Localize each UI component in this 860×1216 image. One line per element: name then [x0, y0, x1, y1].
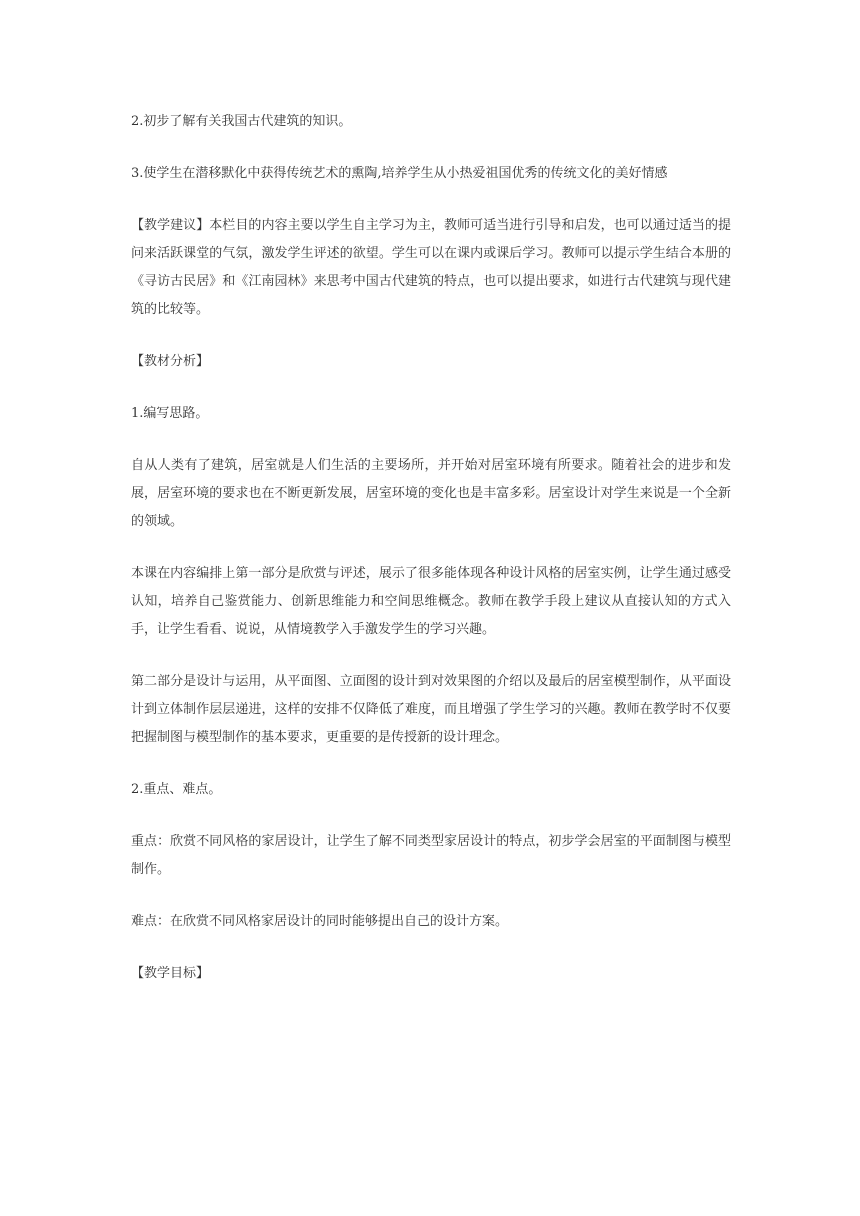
- key-point-paragraph: 重点：欣赏不同风格的家居设计，让学生了解不同类型家居设计的特点，初步学会居室的平面制图与模型制作。: [131, 834, 731, 877]
- part-one-paragraph: 本课在内容编排上第一部分是欣赏与评述，展示了很多能体现各种设计风格的居室实例，让学生通过感受认知，培养自己鉴赏能力、创新思维能力和空间思维概念。教师在教学手段上建议从直接认知的方式入手，让学生看看、说说，从情境教学入手激发学生的学习兴趣。: [131, 566, 731, 637]
- document-body: [131, 108, 731, 1012]
- part-two-paragraph: 第二部分是设计与运用，从平面图、立面图的设计到对效果图的介绍以及最后的居室模型制作，从平面设计到立体制作层层递进，这样的安排不仅降低了难度，而且增强了学生学习的兴趣。教师在教学时不仅要把握制图与模型制作的基本要求，更重要的是传授新的设计理念。: [131, 674, 731, 745]
- difficult-point-paragraph: 难点：在欣赏不同风格家居设计的同时能够提出自己的设计方案。: [131, 914, 509, 929]
- teaching-suggestion-paragraph: 【教学建议】本栏目的内容主要以学生自主学习为主，教师可适当进行引导和启发，也可以通过适当的提问来活跃课堂的气氛，激发学生评述的欲望。学生可以在课内或课后学习。教师可以提示学生结合本册的《寻访古民居》和《江南园林》来思考中国古代建筑的特点，也可以提出要求，如进行古代建筑与现代建筑的比较等。: [131, 218, 731, 317]
- key-difficult-points-heading: 2.重点、难点。: [131, 782, 222, 797]
- objective-2-paragraph: 2.初步了解有关我国古代建筑的知识。: [131, 114, 352, 129]
- textbook-analysis-heading: 【教材分析】: [131, 354, 210, 369]
- writing-approach-heading: 1.编写思路。: [131, 406, 209, 421]
- introduction-paragraph: 自从人类有了建筑，居室就是人们生活的主要场所，并开始对居室环境有所要求。随着社会的进步和发展，居室环境的要求也在不断更新发展，居室环境的变化也是丰富多彩。居室设计对学生来说是一个全新的领域。: [131, 458, 731, 529]
- teaching-objectives-heading: 【教学目标】: [131, 966, 210, 981]
- objective-3-paragraph: 3.使学生在潜移默化中获得传统艺术的熏陶,培养学生从小热爱祖国优秀的传统文化的美好情感: [131, 166, 668, 181]
